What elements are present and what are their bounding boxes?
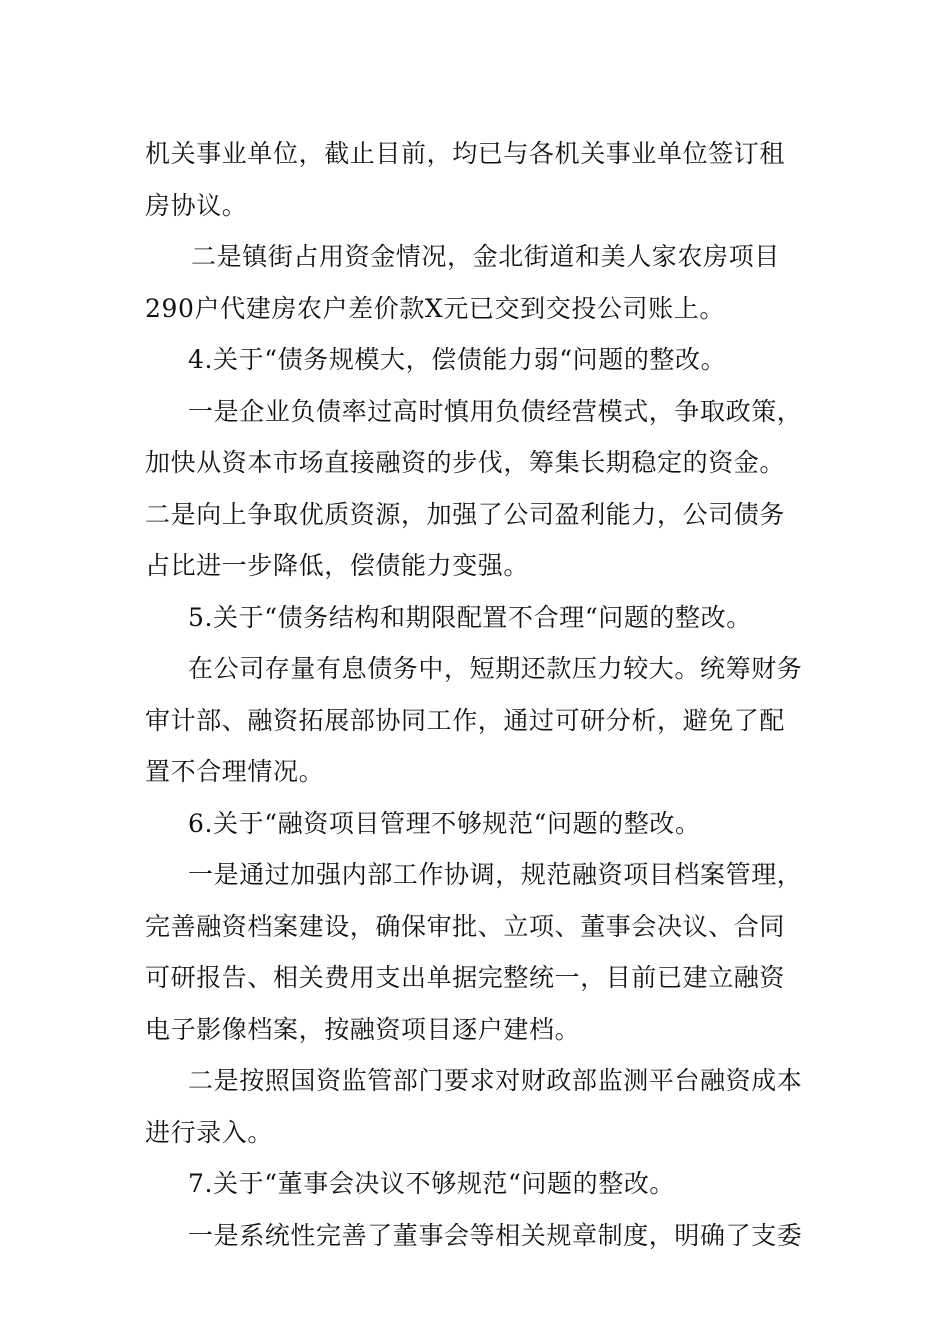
text-line-9: 占比进一步降低，偿债能力变强。 <box>145 551 530 580</box>
text-line-7: 加快从资本市场直接融资的步伐，筹集长期稳定的资金。 <box>145 448 786 477</box>
text-line-17: 可研报告、相关费用支出单据完整统一，目前已建立融资 <box>145 963 786 992</box>
section-heading-5: 5.关于“债务结构和期限配置不合理“问题的整改。 <box>188 602 752 632</box>
text-line-2: 房协议。 <box>145 190 248 220</box>
text-line-18: 电子影像档案，按融资项目逐户建档。 <box>145 1014 581 1044</box>
text-line-11: 在公司存量有息债务中，短期还款压力较大。统筹财务 <box>188 654 803 683</box>
section-heading-4: 4.关于“债务规模大，偿债能力弱“问题的整改。 <box>188 345 727 374</box>
text-line-12: 审计部、融资拓展部协同工作，通过可研分析，避免了配 <box>145 705 786 735</box>
section-heading-7: 7.关于“董事会决议不够规范“问题的整改。 <box>188 1169 676 1198</box>
text-line-20: 进行录入。 <box>145 1117 274 1147</box>
section-heading-6: 6.关于“融资项目管理不够规范“问题的整改。 <box>188 808 701 838</box>
text-line-6: 一是企业负债率过高时慎用负债经营模式，争取政策， <box>188 396 803 426</box>
text-line-19: 二是按照国资监管部门要求对财政部监测平台融资成本 <box>188 1066 803 1095</box>
text-line-1: 机关事业单位，截止目前，均已与各机关事业单位签订租 <box>145 139 786 168</box>
text-line-15: 一是通过加强内部工作协调，规范融资项目档案管理， <box>188 860 803 889</box>
text-line-4: 290户代建房农户差价款X元已交到交投公司账上。 <box>145 293 725 323</box>
text-line-16: 完善融资档案建设，确保审批、立项、董事会决议、合同 <box>145 911 786 941</box>
text-line-3: 二是镇街占用资金情况，金北街道和美人家农房项目 <box>191 242 780 271</box>
text-line-22: 一是系统性完善了董事会等相关规章制度，明确了支委 <box>188 1220 803 1250</box>
text-line-8: 二是向上争取优质资源，加强了公司盈利能力，公司债务 <box>145 499 786 529</box>
document-body <box>145 128 810 1261</box>
text-line-13: 置不合理情况。 <box>145 757 325 786</box>
